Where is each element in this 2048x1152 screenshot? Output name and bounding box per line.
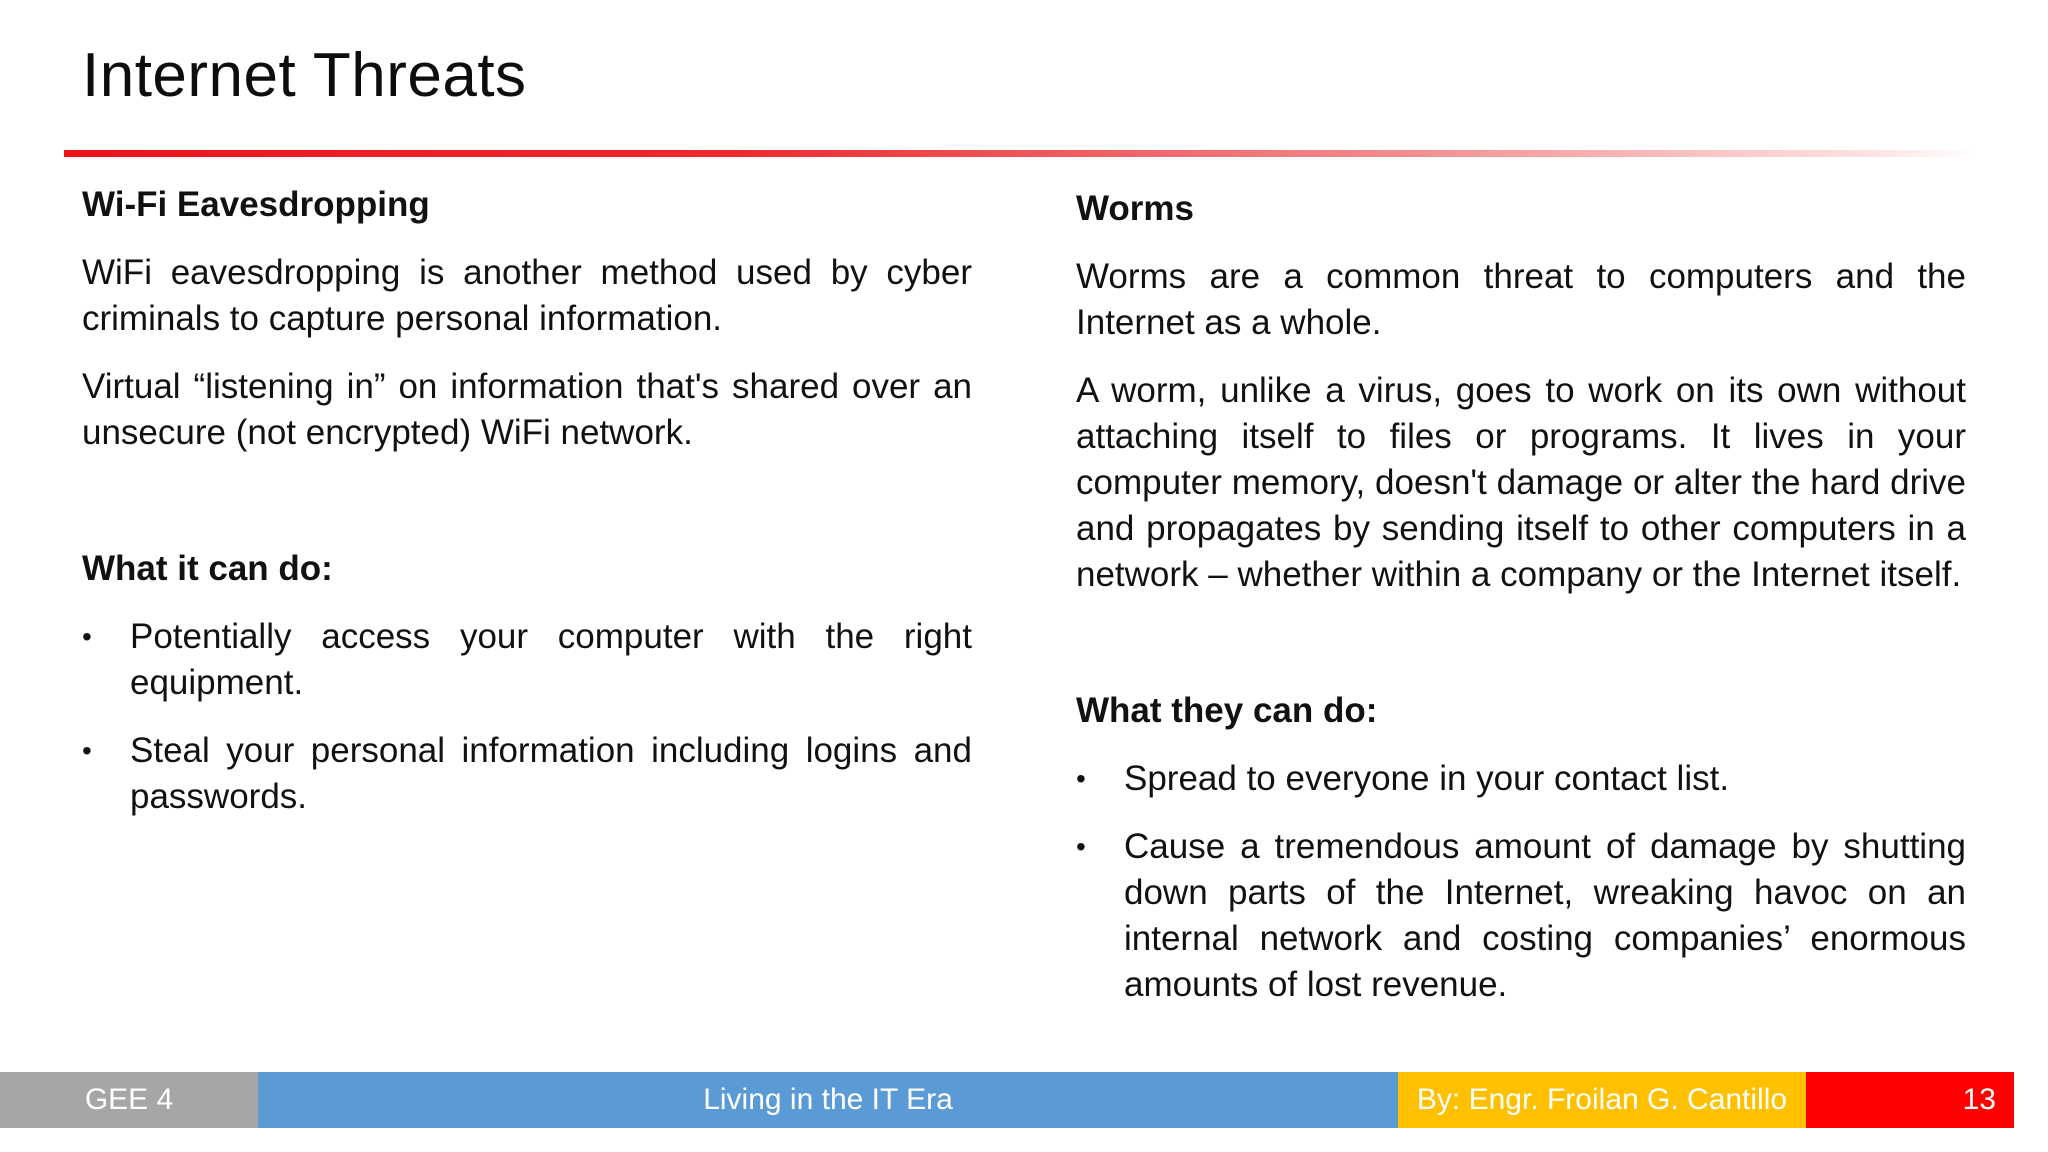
list-item — [82, 728, 972, 820]
left-subheading: What it can do: — [82, 549, 333, 588]
right-bullet-list — [1076, 756, 1966, 1008]
bullet-text: Steal your personal information including logins and passwords. — [130, 731, 972, 816]
bullet-text: Cause a tremendous amount of damage by shutting down parts of the Internet, wreaking havoc on an internal network and costing companies’ enormous amounts of lost revenue. — [1124, 827, 1966, 1004]
wifi-eavesdropping-heading: Wi-Fi Eavesdropping — [82, 185, 430, 224]
left-bullet-list — [82, 614, 972, 820]
bullet-icon: • — [82, 621, 92, 652]
list-item — [82, 614, 972, 706]
footer-page — [1806, 1072, 2014, 1128]
page-number: 13 — [1962, 1083, 1996, 1116]
bullet-icon: • — [1076, 763, 1086, 794]
bullet-icon: • — [82, 735, 92, 766]
title-underline — [64, 150, 1976, 157]
list-item — [1076, 756, 1966, 802]
worms-heading: Worms — [1076, 189, 1194, 228]
footer-author — [1398, 1072, 1806, 1128]
spacer — [82, 478, 972, 546]
footer-subject-label: Living in the IT Era — [703, 1083, 953, 1116]
list-item — [1076, 824, 1966, 1008]
right-column — [1076, 186, 1966, 1030]
footer-course-label: GEE 4 — [84, 1083, 174, 1116]
slide-footer — [0, 1072, 2014, 1128]
left-paragraph-2: Virtual “listening in” on information that's shared over an unsecure (not encrypted) WiFi network. — [82, 367, 972, 452]
right-paragraph-2: A worm, unlike a virus, goes to work on its own without attaching itself to files or programs. It lives in your computer memory, doesn't damage or alter the hard drive and propagates by sending itself to other computers in a network – whether within a company or the Internet itself. — [1076, 371, 1966, 594]
left-paragraph-1: WiFi eavesdropping is another method used by cyber criminals to capture personal information. — [82, 253, 972, 338]
spacer — [1076, 620, 1966, 688]
right-subheading: What they can do: — [1076, 691, 1378, 730]
footer-author-label: By: Engr. Froilan G. Cantillo — [1416, 1083, 1788, 1116]
bullet-text: Spread to everyone in your contact list. — [1124, 759, 1730, 798]
footer-subject — [258, 1072, 1398, 1128]
bullet-icon: • — [1076, 831, 1086, 862]
slide-title: Internet Threats — [82, 41, 527, 110]
right-paragraph-1: Worms are a common threat to computers and the Internet as a whole. — [1076, 257, 1966, 342]
footer-course — [0, 1072, 258, 1128]
bullet-text: Potentially access your computer with the right equipment. — [130, 617, 972, 702]
left-column — [82, 182, 972, 842]
